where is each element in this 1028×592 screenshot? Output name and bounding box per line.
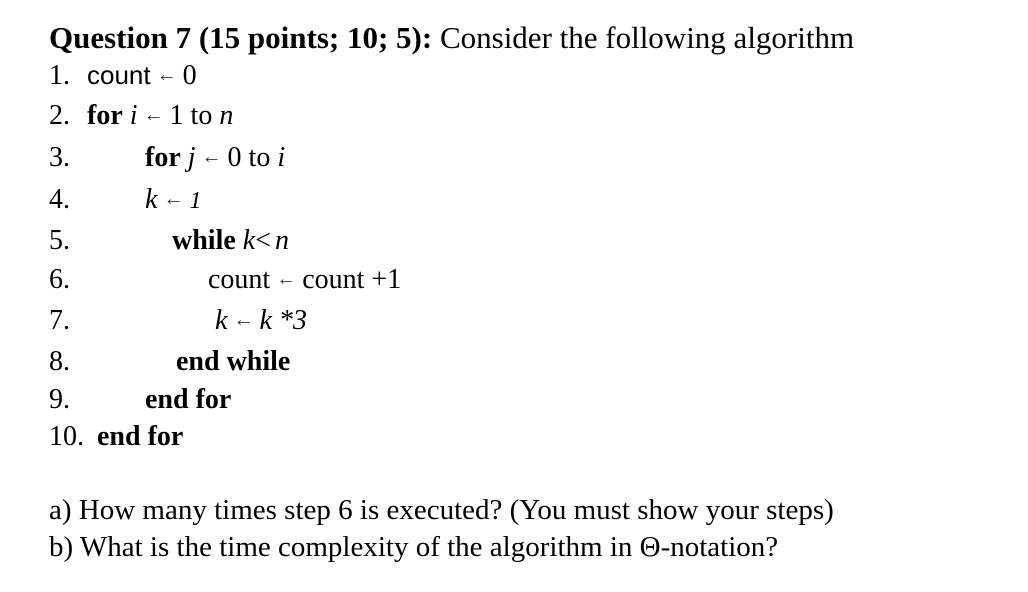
operator: < <box>255 225 272 256</box>
question-intro: Consider the following algorithm <box>432 20 855 55</box>
code-text: count <box>87 60 151 90</box>
code-text: count +1 <box>302 264 402 295</box>
question-label: Question 7 (15 points; 10; 5): <box>49 20 433 55</box>
line-number: 9. <box>49 384 70 415</box>
assign-arrow-icon: ← <box>276 268 297 290</box>
question-heading <box>49 20 854 56</box>
keyword: end for <box>97 421 184 452</box>
code-text: 1 to <box>169 100 213 131</box>
line-number: 6. <box>49 264 70 295</box>
keyword: for <box>145 142 181 173</box>
code-text: 1 <box>189 188 202 214</box>
line-number: 8. <box>49 346 70 377</box>
assign-arrow-icon: ← <box>143 104 164 126</box>
algorithm-line-2 <box>49 100 233 134</box>
line-number: 10. <box>49 421 84 452</box>
keyword: end for <box>145 384 232 415</box>
variable: i <box>277 142 286 173</box>
variable: i <box>129 100 138 131</box>
code-text: 0 to <box>227 142 271 173</box>
keyword: while <box>172 225 236 256</box>
line-number: 2. <box>49 100 70 131</box>
variable: k <box>145 184 158 215</box>
algorithm-line-1 <box>49 59 197 94</box>
line-number: 4. <box>49 184 70 215</box>
question-part-a: a) How many times step 6 is executed? (You must show your steps) <box>49 494 834 526</box>
assign-arrow-icon: ← <box>156 64 177 86</box>
keyword: for <box>87 100 123 131</box>
variable: k *3 <box>259 305 307 336</box>
variable: k <box>215 305 228 336</box>
code-text: count <box>208 264 271 295</box>
line-number: 1. <box>49 60 70 91</box>
line-number: 7. <box>49 305 70 336</box>
assign-arrow-icon: ← <box>163 188 184 210</box>
line-number: 5. <box>49 225 70 256</box>
code-text: 0 <box>182 60 197 91</box>
variable: n <box>219 100 234 131</box>
assign-arrow-icon: ← <box>233 309 254 331</box>
question-part-b: b) What is the time complexity of the algorithm in Θ-notation? <box>49 531 779 563</box>
variable: j <box>187 142 196 173</box>
variable: k <box>242 225 256 256</box>
line-number: 3. <box>49 142 70 173</box>
keyword: end while <box>176 346 291 377</box>
assign-arrow-icon: ← <box>201 146 222 168</box>
variable: n <box>275 225 290 256</box>
